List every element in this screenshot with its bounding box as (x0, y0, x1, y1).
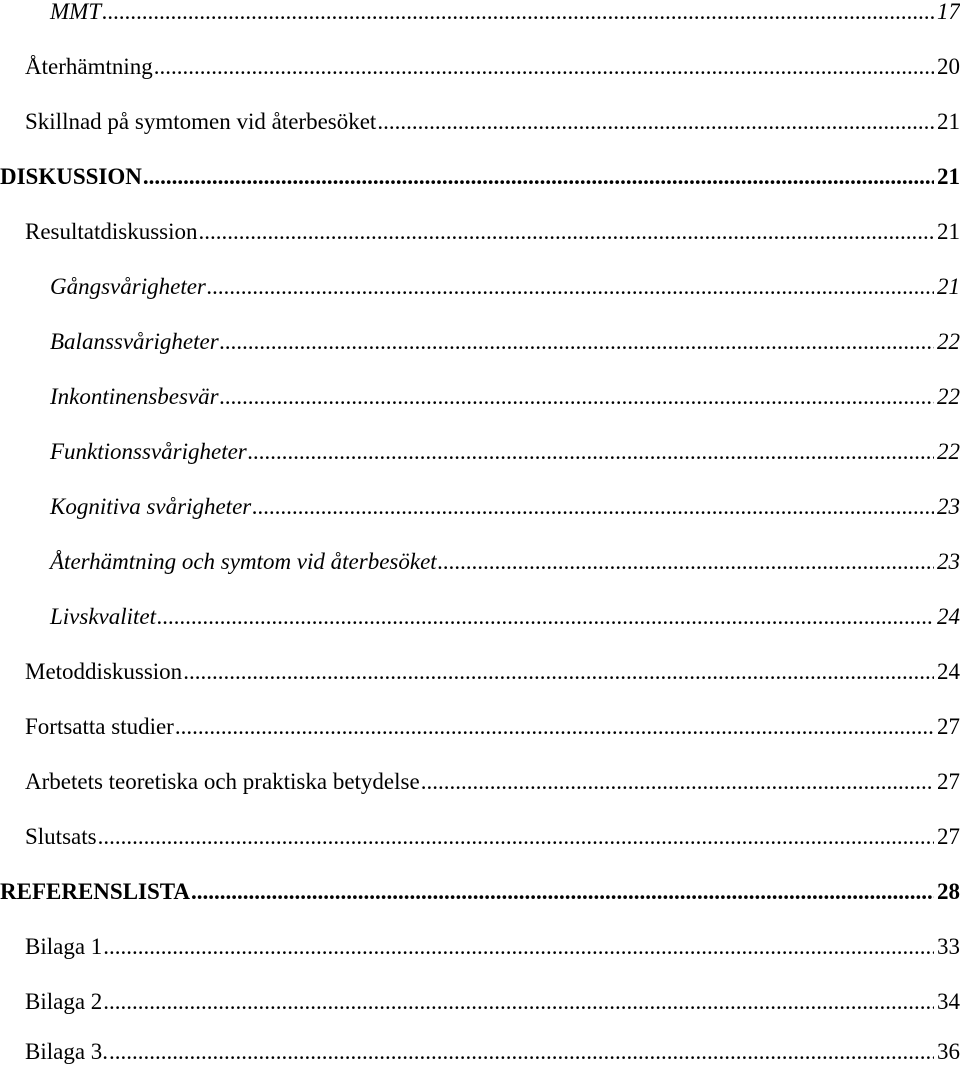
toc-page-number: 34 (937, 989, 960, 1014)
toc-entry-title: Återhämtning och symtom vid återbesöket (50, 549, 437, 574)
toc-entry-title: Slutsats (25, 824, 97, 849)
toc-page-number: 27 (937, 769, 960, 794)
toc-entry-title: REFERENSLISTA (0, 879, 191, 904)
toc-dot-leader (154, 53, 934, 81)
toc-page-number: 27 (937, 714, 960, 739)
toc-dot-leader (183, 658, 934, 686)
toc-dot-leader (191, 878, 934, 906)
toc-page-number: 28 (937, 879, 960, 904)
toc-entry-fortsatta-studier[interactable] (25, 713, 960, 741)
toc-entry-title: Livskvalitet (50, 604, 157, 629)
toc-dot-leader (103, 933, 934, 961)
toc-entry-title: Resultatdiskussion (25, 219, 198, 244)
toc-page-number: 33 (937, 934, 960, 959)
toc-entry-title: Skillnad på symtomen vid återbesöket (25, 109, 377, 134)
toc-page-number: 21 (937, 164, 960, 189)
toc-entry-diskussion[interactable] (0, 163, 960, 191)
toc-entry-aterhamtning-symtom[interactable] (50, 548, 960, 576)
toc-entry-metoddiskussion[interactable] (25, 658, 960, 686)
toc-dot-leader (248, 438, 934, 466)
toc-entry-title: DISKUSSION (0, 164, 142, 189)
toc-entry-inkontinensbesvar[interactable] (50, 383, 960, 411)
toc-entry-livskvalitet[interactable] (50, 603, 960, 631)
toc-page-number: 21 (937, 274, 960, 299)
toc-entry-aterhamtning[interactable] (25, 53, 960, 81)
toc-entry-title: Återhämtning (25, 54, 153, 79)
toc-dot-leader (143, 163, 934, 191)
toc-page-number: 22 (937, 329, 960, 354)
toc-page-number: 17 (937, 0, 960, 24)
toc-page-number: 36 (937, 1039, 960, 1064)
toc-page-number: 22 (937, 439, 960, 464)
toc-entry-title: Fortsatta studier (25, 714, 174, 739)
toc-page-number: 22 (937, 384, 960, 409)
toc-entry-title: Gångsvårigheter (50, 274, 206, 299)
toc-dot-leader (175, 713, 934, 741)
toc-entry-bilaga-1[interactable] (25, 933, 960, 961)
toc-entry-title: Balanssvårigheter (50, 329, 219, 354)
toc-entry-kognitiva-svarigheter[interactable] (50, 493, 960, 521)
toc-page-number: 20 (937, 54, 960, 79)
toc-dot-leader (157, 603, 934, 631)
toc-dot-leader (220, 328, 934, 356)
toc-entry-title: MMT (50, 0, 102, 24)
toc-dot-leader (252, 493, 934, 521)
toc-entry-title: Bilaga 1 (25, 934, 103, 959)
toc-entry-referenslista[interactable] (0, 878, 960, 906)
toc-dot-leader (103, 988, 934, 1016)
toc-entry-title: Bilaga 3. (25, 1039, 109, 1064)
toc-dot-leader (207, 273, 934, 301)
toc-page-number: 23 (937, 494, 960, 519)
toc-dot-leader (199, 218, 934, 246)
toc-entry-title: Funktionssvårigheter (50, 439, 247, 464)
toc-entry-title: Inkontinensbesvär (50, 384, 219, 409)
toc-page-number: 23 (937, 549, 960, 574)
toc-entry-mmt[interactable] (50, 0, 960, 26)
toc-page-number: 27 (937, 824, 960, 849)
toc-dot-leader (377, 108, 934, 136)
toc-entry-gangsvarigheter[interactable] (50, 273, 960, 301)
toc-entry-arbetets-betydelse[interactable] (25, 768, 960, 796)
toc-entry-funktionssvarigheter[interactable] (50, 438, 960, 466)
toc-page-number: 24 (937, 604, 960, 629)
toc-entry-balanssvarigheter[interactable] (50, 328, 960, 356)
toc-dot-leader (102, 0, 934, 26)
toc-entry-title: Kognitiva svårigheter (50, 494, 252, 519)
toc-page-number: 21 (937, 219, 960, 244)
toc-entry-bilaga-2[interactable] (25, 988, 960, 1016)
toc-page-number: 21 (937, 109, 960, 134)
toc-dot-leader (109, 1038, 934, 1066)
toc-dot-leader (98, 823, 934, 851)
toc-dot-leader (438, 548, 934, 576)
toc-page-number: 24 (937, 659, 960, 684)
toc-entry-skillnad-symtomen[interactable] (25, 108, 960, 136)
toc-entry-title: Metoddiskussion (25, 659, 183, 684)
toc-dot-leader (421, 768, 934, 796)
toc-entry-title: Arbetets teoretiska och praktiska betydelse (25, 769, 420, 794)
toc-dot-leader (220, 383, 934, 411)
toc-entry-slutsats[interactable] (25, 823, 960, 851)
toc-entry-title: Bilaga 2 (25, 989, 103, 1014)
toc-entry-resultatdiskussion[interactable] (25, 218, 960, 246)
toc-entry-bilaga-3[interactable] (25, 1038, 960, 1066)
